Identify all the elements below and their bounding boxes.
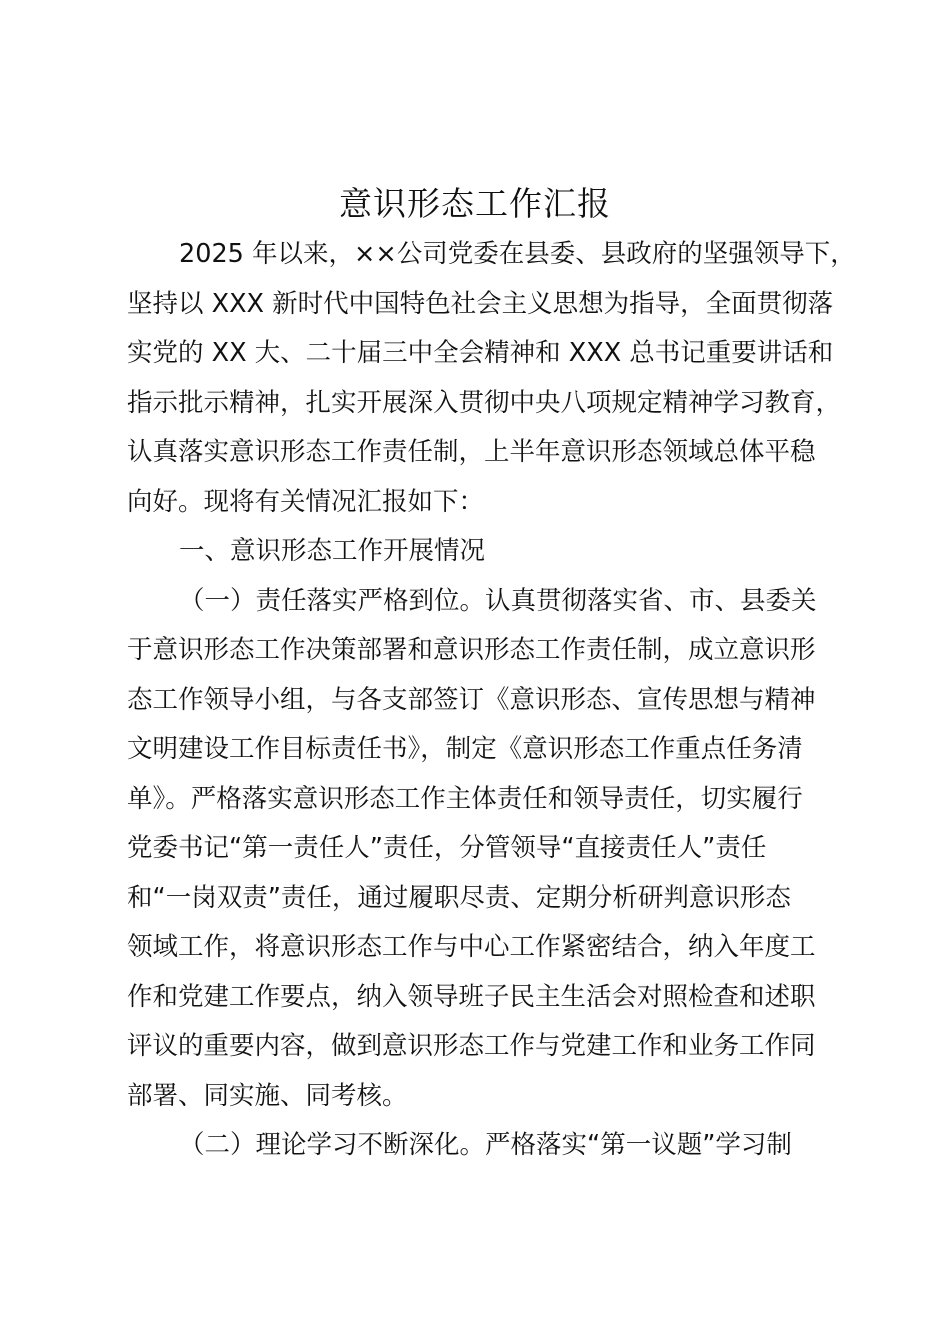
text-line: 向好。现将有关情况汇报如下： <box>127 486 485 517</box>
text-line: 2025 年以来，××公司党委在县委、县政府的坚强领导下， <box>179 239 856 269</box>
text-line: 党委书记“第一责任人”责任，分管领导“直接责任人”责任 <box>127 833 767 863</box>
text-line: 评议的重要内容，做到意识形态工作与党建工作和业务工作同 <box>127 1031 816 1061</box>
text-line: 作和党建工作要点，纳入领导班子民主生活会对照检查和述职 <box>127 981 816 1012</box>
text-line: （一）责任落实严格到位。认真贯彻落实省、市、县委关 <box>179 585 817 616</box>
text-line: 实党的 XX 大、二十届三中全会精神和 XXX 总书记重要讲话和 <box>127 338 834 368</box>
text-line: 指示批示精神，扎实开展深入贯彻中央八项规定精神学习教育， <box>127 387 842 418</box>
text-line: 于意识形态工作决策部署和意识形态工作责任制，成立意识形 <box>127 635 816 665</box>
text-line: 部署、同实施、同考核。 <box>127 1080 408 1111</box>
text-line: 坚持以 XXX 新时代中国特色社会主义思想为指导，全面贯彻落 <box>127 288 834 319</box>
text-line: 认真落实意识形态工作责任制，上半年意识形态领域总体平稳 <box>127 437 816 467</box>
text-line: 单》。严格落实意识形态工作主体责任和领导责任，切实履行 <box>127 783 803 814</box>
text-line: 一、意识形态工作开展情况 <box>179 536 486 566</box>
text-line: 和“一岗双责”责任，通过履职尽责、定期分析研判意识形态 <box>127 882 791 913</box>
document-body <box>127 230 856 1171</box>
text-line: 文明建设工作目标责任书》，制定《意识形态工作重点任务清 <box>127 734 803 764</box>
text-line: 态工作领导小组，与各支部签订《意识形态、宣传思想与精神 <box>127 684 816 715</box>
text-line: （二）理论学习不断深化。严格落实“第一议题”学习制 <box>179 1130 792 1160</box>
text-line: 领域工作，将意识形态工作与中心工作紧密结合，纳入年度工 <box>127 932 816 962</box>
document-title: 意识形态工作汇报 <box>339 184 611 223</box>
